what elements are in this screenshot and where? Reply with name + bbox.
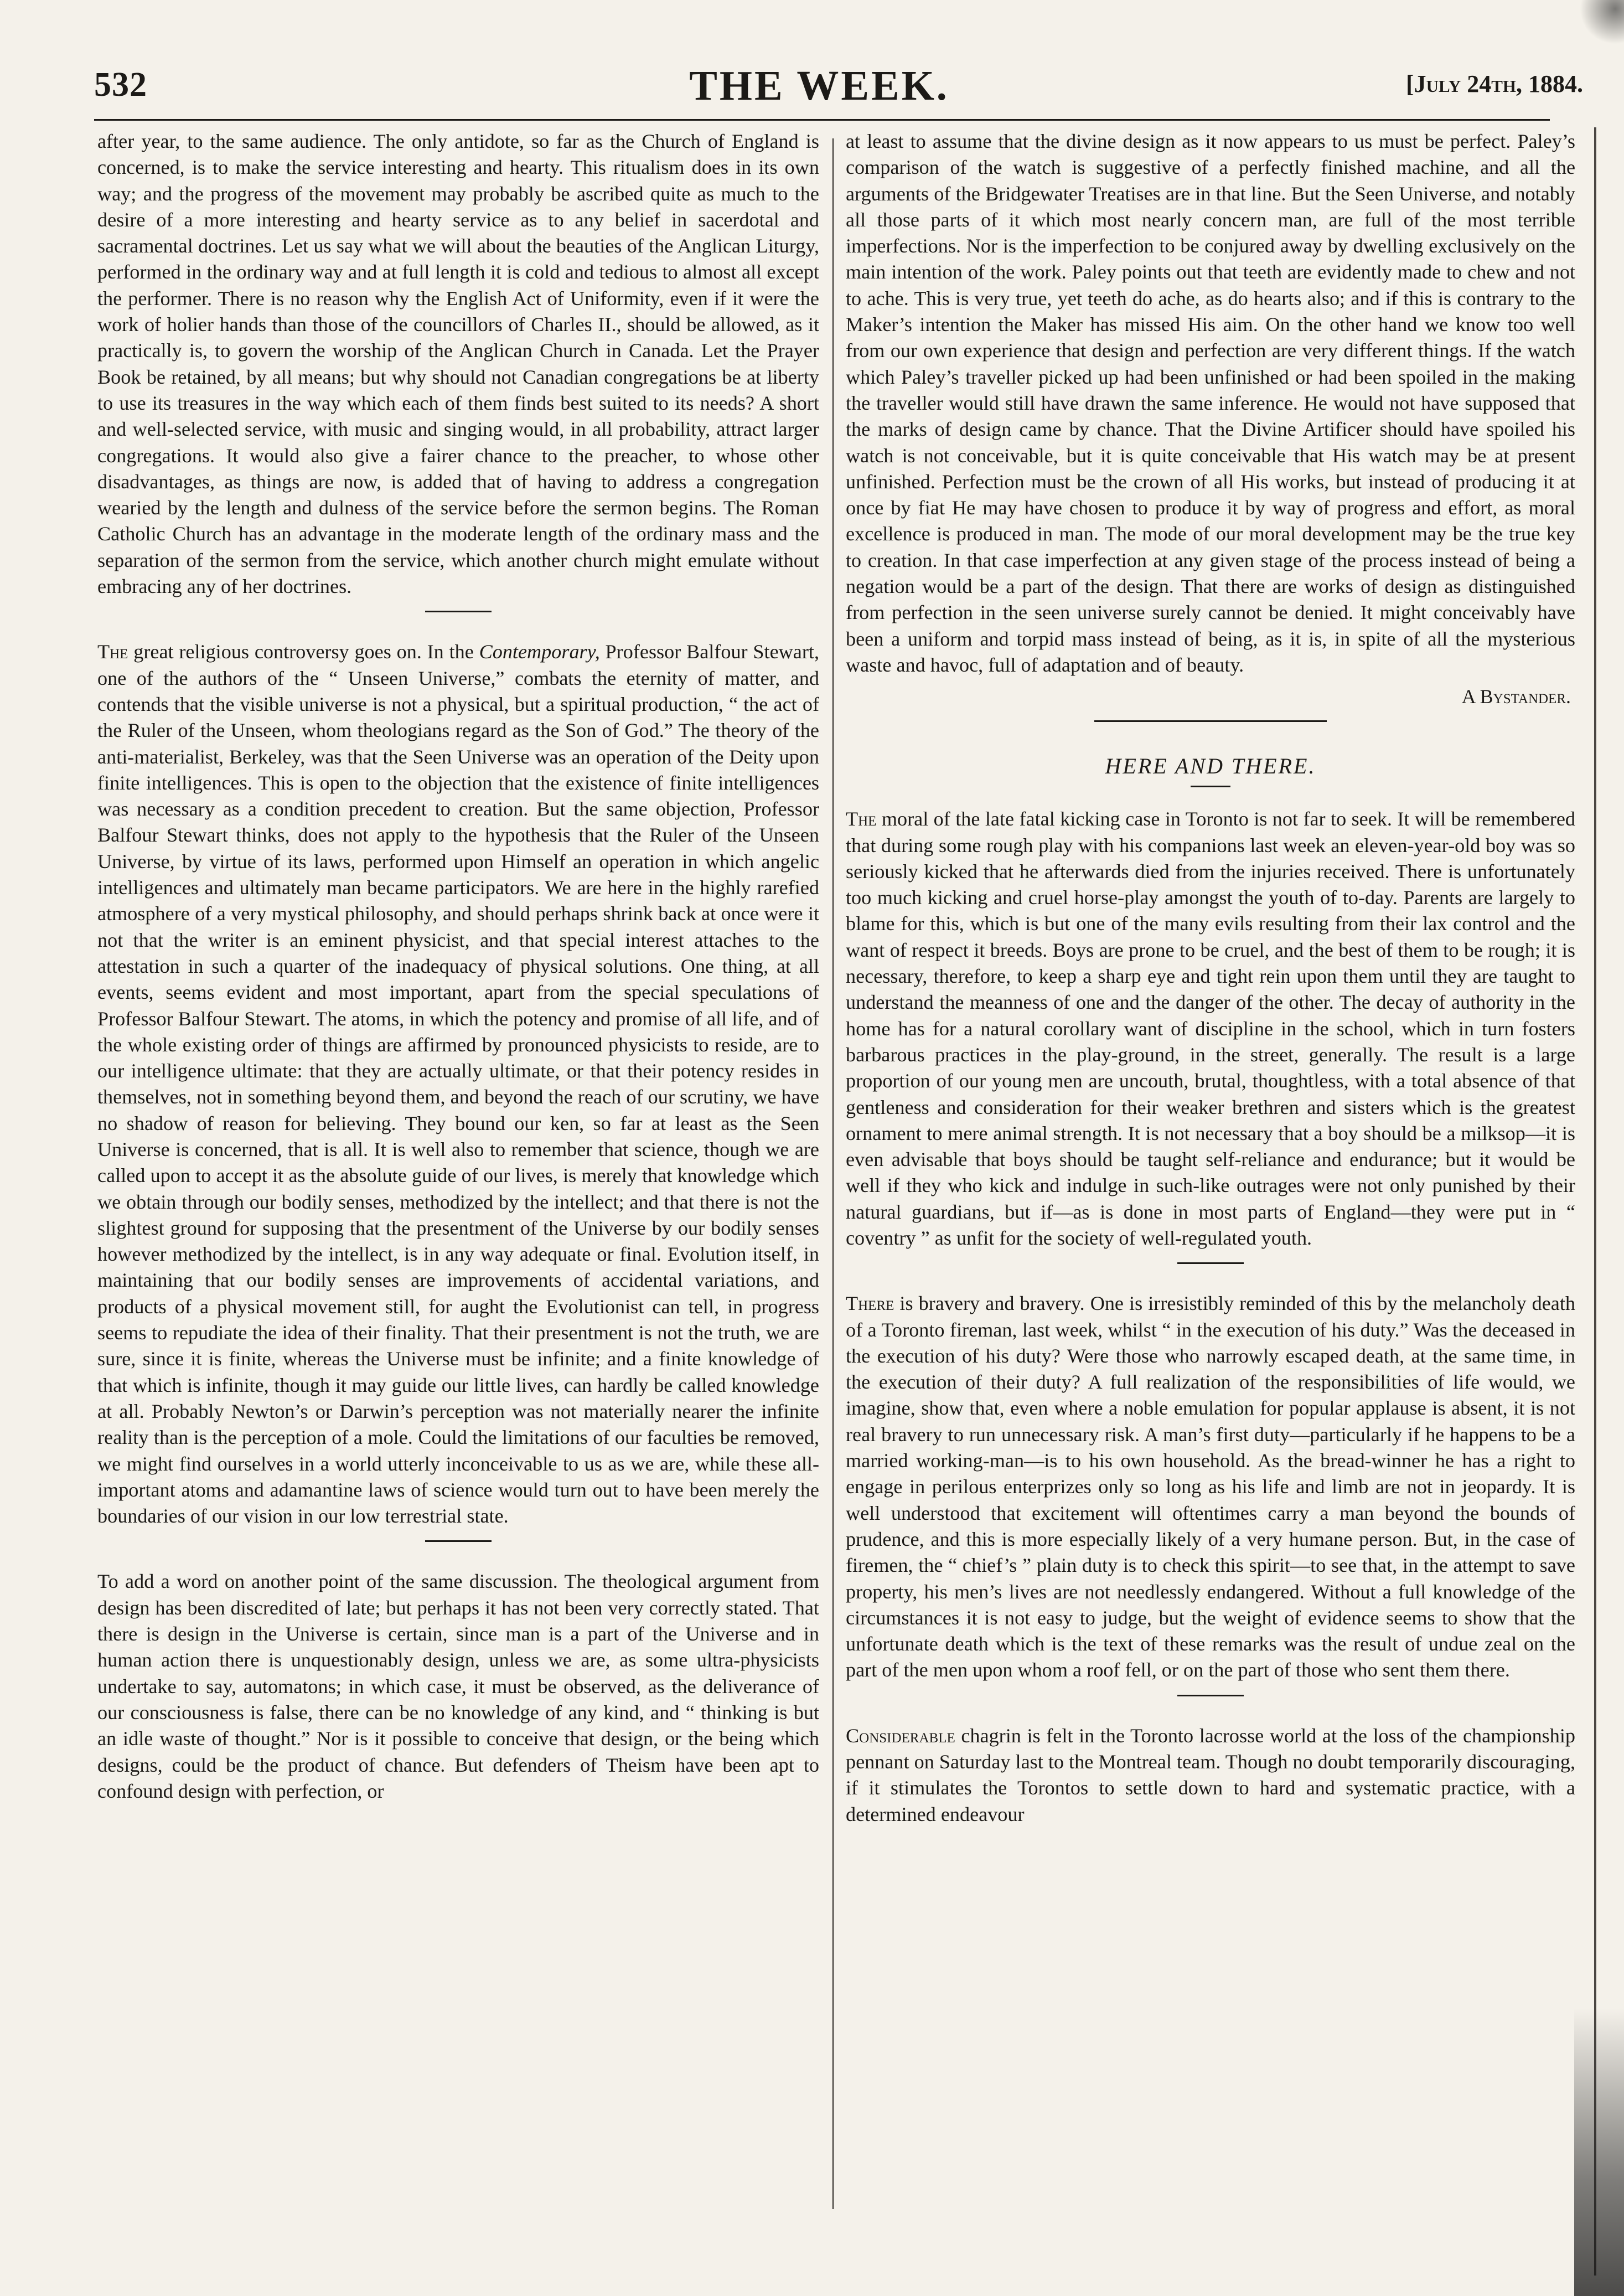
paragraph-text: is bravery and bravery. One is irresistibly reminded of this by the melancholy death of a Toronto fireman, last week, whilst “ in the execution of his duty.” Was the deceased in the execution of his duty? Were those who narrowly escaped death, at the same time, in the execution of their duty? A full realization of the responsibilities of life would, we imagine, show that, even where a noble emulation for popular applause is absent, it is not real bravery to run unnecessary risk. A man’s first duty—particularly if he happens to be a married working-man—is to his own household. As the bread-winner he has a right to engage in perilous enterprizes only so long as his life and limb are not in jeopardy. It is well understood that excitement will oftentimes carry a man beyond the bounds of prudence, and this is more especially likely of a very humane person. But, in the case of firemen, the “ chief’s ” plain duty is to check this spirit—to see that, in the attempt to save property, his men’s lives are not needlessly endangered. Without a full knowledge of the circumstances it is not easy to judge, but the weight of evidence seems to show that the unfortunate death which is the text of these remarks was the result of undue zeal on the part of the men upon whom a roof fell, or on the part of those who sent them there. <box>846 1292 1575 1681</box>
header-rule <box>94 119 1550 121</box>
page-header <box>0 55 1624 111</box>
paragraph-text: moral of the late fatal kicking case in Toronto is not far to seek. It will be remembered that during some rough play with his companions last week an eleven-year-old boy was so seriously kicked that he afterwards died from the injuries received. There is unfortunately too much kicking and cruel horse-play amongst the youth of to-day. Parents are largely to blame for this, which is but one of the many evils resulting from their lax control and the want of respect it breeds. Boys are prone to be cruel, and the best of them to be rough; it is necessary, therefore, to keep a sharp eye and tight rein upon them until they are taught to understand the meanness of one and the danger of the other. The decay of authority in the home has for a natural corollary want of discipline in the school, which in turn fosters barbarous practices in the play-ground, in the street, generally. The result is a large proportion of our young men are uncouth, brutal, thoughtless, with a total absence of that gentleness and consideration for their weaker brethren and sisters which is the greatest ornament to mere animal strength. It is not necessary that a boy should be a milksop—it is even advisable that boys should be taught self-reliance and endurance; but it would be well if they who kick and indulge in such-like outrages were not only punished by their natural guardians, but if—as is done in most parts of England—they were put in “ coventry ” as unfit for the society of well-regulated youth. <box>846 808 1575 1249</box>
drop-lead-word: The <box>846 808 877 830</box>
left-column <box>97 128 819 2282</box>
page-number: 532 <box>94 66 147 104</box>
paragraph-fireman-death <box>846 1291 1575 1683</box>
section-divider <box>1094 720 1327 722</box>
scan-artifact-edge <box>1574 2008 1624 2296</box>
paragraph-divider <box>1177 1695 1244 1696</box>
signature-bystander: A Bystander. <box>1461 685 1571 708</box>
scan-artifact-corner <box>1580 0 1624 44</box>
section-title: HERE AND THERE. <box>1105 754 1316 779</box>
right-column <box>846 128 1575 2282</box>
paragraph-religious-controversy <box>97 639 819 1529</box>
paragraph-text: chagrin is felt in the Toronto lacrosse world at the loss of the championship pennant on Saturday last to the Montreal team. Though no doubt temporarily discouraging, if it stimulates the Torontos to settle down to hard and systematic practice, with a determined endeavour <box>846 1724 1575 1825</box>
paragraph-text: Professor Balfour Stewart, one of the authors of the “ Unseen Universe,” combats the eternity of matter, and contends that the visible universe is not a physical, but a spiritual production, “ the act of the Ruler of the Unseen, whom theologians regard as the Son of God.” The theory of the anti-materialist, Berkeley, was that the Seen Universe was an operation of the Deity upon finite intelligences. This is open to the objection that the existence of finite intelligences was necessary as a condition precedent to creation. But the same objection, Professor Balfour Stewart thinks, does not apply to the hypothesis that the Ruler of the Unseen Universe, by virtue of its laws, performed upon Himself an operation in which angelic intelligences and ultimately man became participators. We are here in the highly rarefied atmosphere of a very mystical philosophy, and should perhaps shrink back at once were it not that the writer is an eminent physicist, and that special interest attaches to the attestation in such a quarter of the inadequacy of physical solutions. One thing, at all events, seems evident and most important, apart from the special speculations of Professor Balfour Stewart. The atoms, in which the potency and promise of all life, and of the whole existing order of things are affirmed by pronounced physicists to reside, are to our intelligence ultimate: that they are actually ultimate, or that their potency resides in themselves, not in something beyond them, and beyond the reach of our scrutiny, we have no shadow of reason for believing. They bound our ken, so far at least as the Seen Universe is concerned, that is all. It is well also to remember that science, though we are called upon to accept it as the absolute guide of our lives, is merely that knowledge which we obtain through our bodily senses, methodized by the intellect; and that there is not the slightest ground for supposing that the presentment of the Universe by our bodily senses however methodized by the intellect, is in any way adequate or final. Evolution itself, in maintaining that our bodily senses are improvements of accidental variations, and products of a physical movement still, for aught the Evolutionist can tell, in progress seems to repudiate the idea of their finality. That their presentment is not the truth, we are sure, since it is finite, whereas the Universe must be infinite; and a finite knowledge of that which is infinite, though it may guide our little lives, can hardly be called knowledge at all. Probably Newton’s or Darwin’s perception was not materially nearer the infinite reality than is the perception of a mole. Could the limitations of our faculties be removed, we might find ourselves in a world utterly inconceivable to us as we are, while these all-important atoms and adamantine laws of science would turn out to have been merely the boundaries of our vision in our low terrestrial state. <box>97 641 819 1528</box>
paragraph-paley-watch: at least to assume that the divine design as it now appears to us must be perfect. Paley’s comparison of the watch is suggestive of a perfectly finished machine, and all the arguments of the Bridgewater Treatises are in that line. But the Seen Universe, and notably all those parts of it which most nearly concern man, are full of the most terrible imperfections. Nor is the imperfection to be conjured away by dwelling exclusively on the main intention of the work. Paley points out that teeth are evidently made to chew and not to ache. This is very true, yet teeth do ache, as do hearts also; and if this is contrary to the Maker’s intention the Maker has missed His aim. On the other hand we know too well from our own experience that design and perfection are very different things. If the watch which Paley’s traveller picked up had been unfinished or had been spoiled in the making the traveller would still have drawn the same inference. He would not have supposed that the marks of design came by chance. That the Divine Artificer should have spoiled his watch is not conceivable, but it is quite conceivable that His watch may be at present unfinished. Perfection must be the crown of all His works, but instead of producing it at once by fiat He may have chosen to produce it by way of progress and effort, as moral excellence is produced in man. The mode of our moral development may be the true key to creation. In that case imperfection at any given stage of the process instead of being a negation would be a part of the design. That there are works of design as distinguished from perfection in the seen universe surely cannot be denied. It might conceivably have been a uniform and torpid mass instead of being, as it is, in spite of all the mysterious waste and havoc, full of adaptation and of beauty. <box>846 130 1575 676</box>
paragraph-divider <box>425 611 492 612</box>
scan-edge-line <box>1594 127 1596 2276</box>
paragraph-text: great religious controversy goes on. In the <box>128 641 479 663</box>
section-title-underline <box>1191 786 1230 787</box>
paragraph-kicking-case <box>846 806 1575 1251</box>
drop-lead-word: There <box>846 1292 894 1315</box>
drop-lead-word: Considerable <box>846 1724 955 1747</box>
issue-date: [July 24th, 1884. <box>1406 70 1584 97</box>
column-divider <box>832 138 834 2209</box>
paragraph-divider <box>425 1540 492 1542</box>
paragraph-argument-from-design: To add a word on another point of the same discussion. The theological argument from design has been discredited of late; but perhaps it has not been very correctly stated. That there is design in the Universe is certain, since man is a part of the Universe and in human action there is unquestionably design, unless we are, as some ultra-physicists undertake to say, automatons; in which case, it must be observed, as the deliverance of our consciousness is false, there can be no knowledge of any kind, and “ thinking is but an idle waste of thought.” Nor is it possible to conceive that design, or the being which designs, could be the product of chance. But defenders of Theism have been apt to confound design with perfection, or <box>97 1570 819 1802</box>
paragraph-divider <box>1177 1262 1244 1264</box>
journal-title: Contemporary, <box>479 641 600 663</box>
paragraph-lacrosse <box>846 1723 1575 1828</box>
drop-lead-word: The <box>97 641 128 663</box>
paragraph-church-service: after year, to the same audience. The only antidote, so far as the Church of England is concerned, is to make the service interesting and hearty. This ritualism does in its own way; and the progress of the movement may probably be ascribed quite as much to the desire of a more interesting and hearty service as to any belief in sacerdotal and sacramental doctrines. Let us say what we will about the beauties of the Anglican Liturgy, performed in the ordinary way and at full length it is cold and tedious to almost all except the performer. There is no reason why the English Act of Uniformity, even if it were the work of holier hands than those of the councillors of Charles II., should be allowed, as it practically is, to govern the worship of the Anglican Church in Canada. Let the Prayer Book be retained, by all means; but why should not Canadian congregations be at liberty to use its treasures in the way which each of them finds best suited to its needs? A short and well-selected service, with music and singing would, in all probability, attract larger congregations. It would also give a fairer chance to the preacher, to whose other disadvantages, as things are now, is added that of having to address a congregation wearied by the length and dulness of the service before the sermon begins. The Roman Catholic Church has an advantage in the moderate length of the ordinary mass and the separation of the sermon from the service, which another church might emulate without embracing any of her doctrines. <box>97 130 819 598</box>
masthead-title: THE WEEK. <box>689 63 949 109</box>
